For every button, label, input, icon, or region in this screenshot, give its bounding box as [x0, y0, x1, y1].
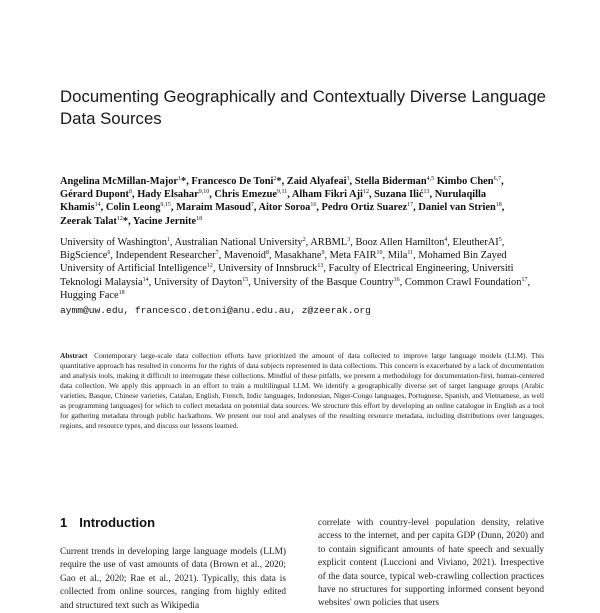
section-title: Introduction: [79, 515, 156, 530]
body-column-right: correlate with country-level population density, relative access to the internet, and per capita GDP (Dunn, 2020) and to contain significant amounts of hate speech and sexually explicit content (Luccioni and Viviano, 2021). Irrespective of the data source, typical web-crawling collection practices have no structures for supporting informed consent beyond websites' own policies that users: [318, 518, 544, 609]
paper-title: Documenting Geographically and Contextually Diverse Language Data Sources: [60, 87, 547, 128]
section-number: 1: [60, 515, 68, 530]
contact-emails: aymm@uw.edu, francesco.detoni@anu.edu.au, z@zeerak.org: [60, 305, 371, 316]
affiliation-list: University of Washington$^1$, Australian National University$^2$, ARBML$^3$, Booz Allen Hamilton$^4$, EleutherAI$^5$, BigScience$^6$, Independent Researcher$^7$, Mavenoid$^8$, Masakhane$^9$, Meta FAIR$^{10}$, Mila$^{11}$, Mohamed Bin Zayed University of Artificial Intelligence$^{12}$, University of Innsbruck$^{13}$, Faculty of Electrical Engineering, Universiti Teknologi Malaysia$^{14}$, University of Dayton$^{15}$, University of the Basque Country$^{16}$, Common Crawl Foundation$^{17}$, Hugging Face$^{18}$: [60, 237, 531, 301]
abstract: [60, 351, 544, 431]
body-column-left: Current trends in developing large language models (LLM) require the use of vast amounts of data (Brown et al., 2020; Gao et al., 2020; Rae et al., 2021). Typically, this data is collected from online sources, ranging from highly edited and structured text such as Wikipedia: [60, 547, 286, 611]
abstract-text: Contemporary large-scale data collection efforts have prioritized the amount of data collected to improve large language models (LLM). This quantitative approach has resulted in concerns for the rights of data subjects represented in data collections. This concern is exacerbated by a lack of documentation and analysis tools, making it difficult to interrogate these collections. Mindful of these pitfalls, we present a methodology for documentation-first, human-centered data collection. We apply this approach in an effort to train a multilingual LLM. We identify a geographically diverse set of target language groups (Arabic varieties, Basque, Chinese varieties, Catalan, English, French, Indic languages, Indonesian, Niger-Congo languages, Portuguese, Spanish, and Vietnamese, as well as programming languages) for which to collect metadata on potential data sources. We structure this effort by developing an online catalogue in English as a tool for gathering metadata through public hackathons. We present our tool and analyses of the resulting resource metadata, including distributions over languages, regions, and resource types, and discuss our lessons learned.: [60, 351, 544, 430]
abstract-label: Abstract: [60, 351, 88, 360]
author-list: Angelina McMillan-Major$^1$*, Francesco De Toni$^2$*, Zaid Alyafeai$^3$, Stella Biderman$^{4,5}$ Kimbo Chen$^{6,7}$, Gérard Dupont$^8$, Hady Elsahar$^{9,10}$, Chris Emezue$^{9,11}$, Alham Fikri Aji$^{12}$, Suzana Ilić$^{13}$, Nurulaqilla Khamis$^{14}$, Colin Leong$^{9,15}$, Maraim Masoud$^7$, Aitor Soroa$^{16}$, Pedro Ortiz Suarez$^{17}$, Daniel van Strien$^{18}$, Zeerak Talat$^{12}$*, Yacine Jernite$^{18}$: [60, 176, 505, 227]
section-heading: [60, 515, 155, 530]
